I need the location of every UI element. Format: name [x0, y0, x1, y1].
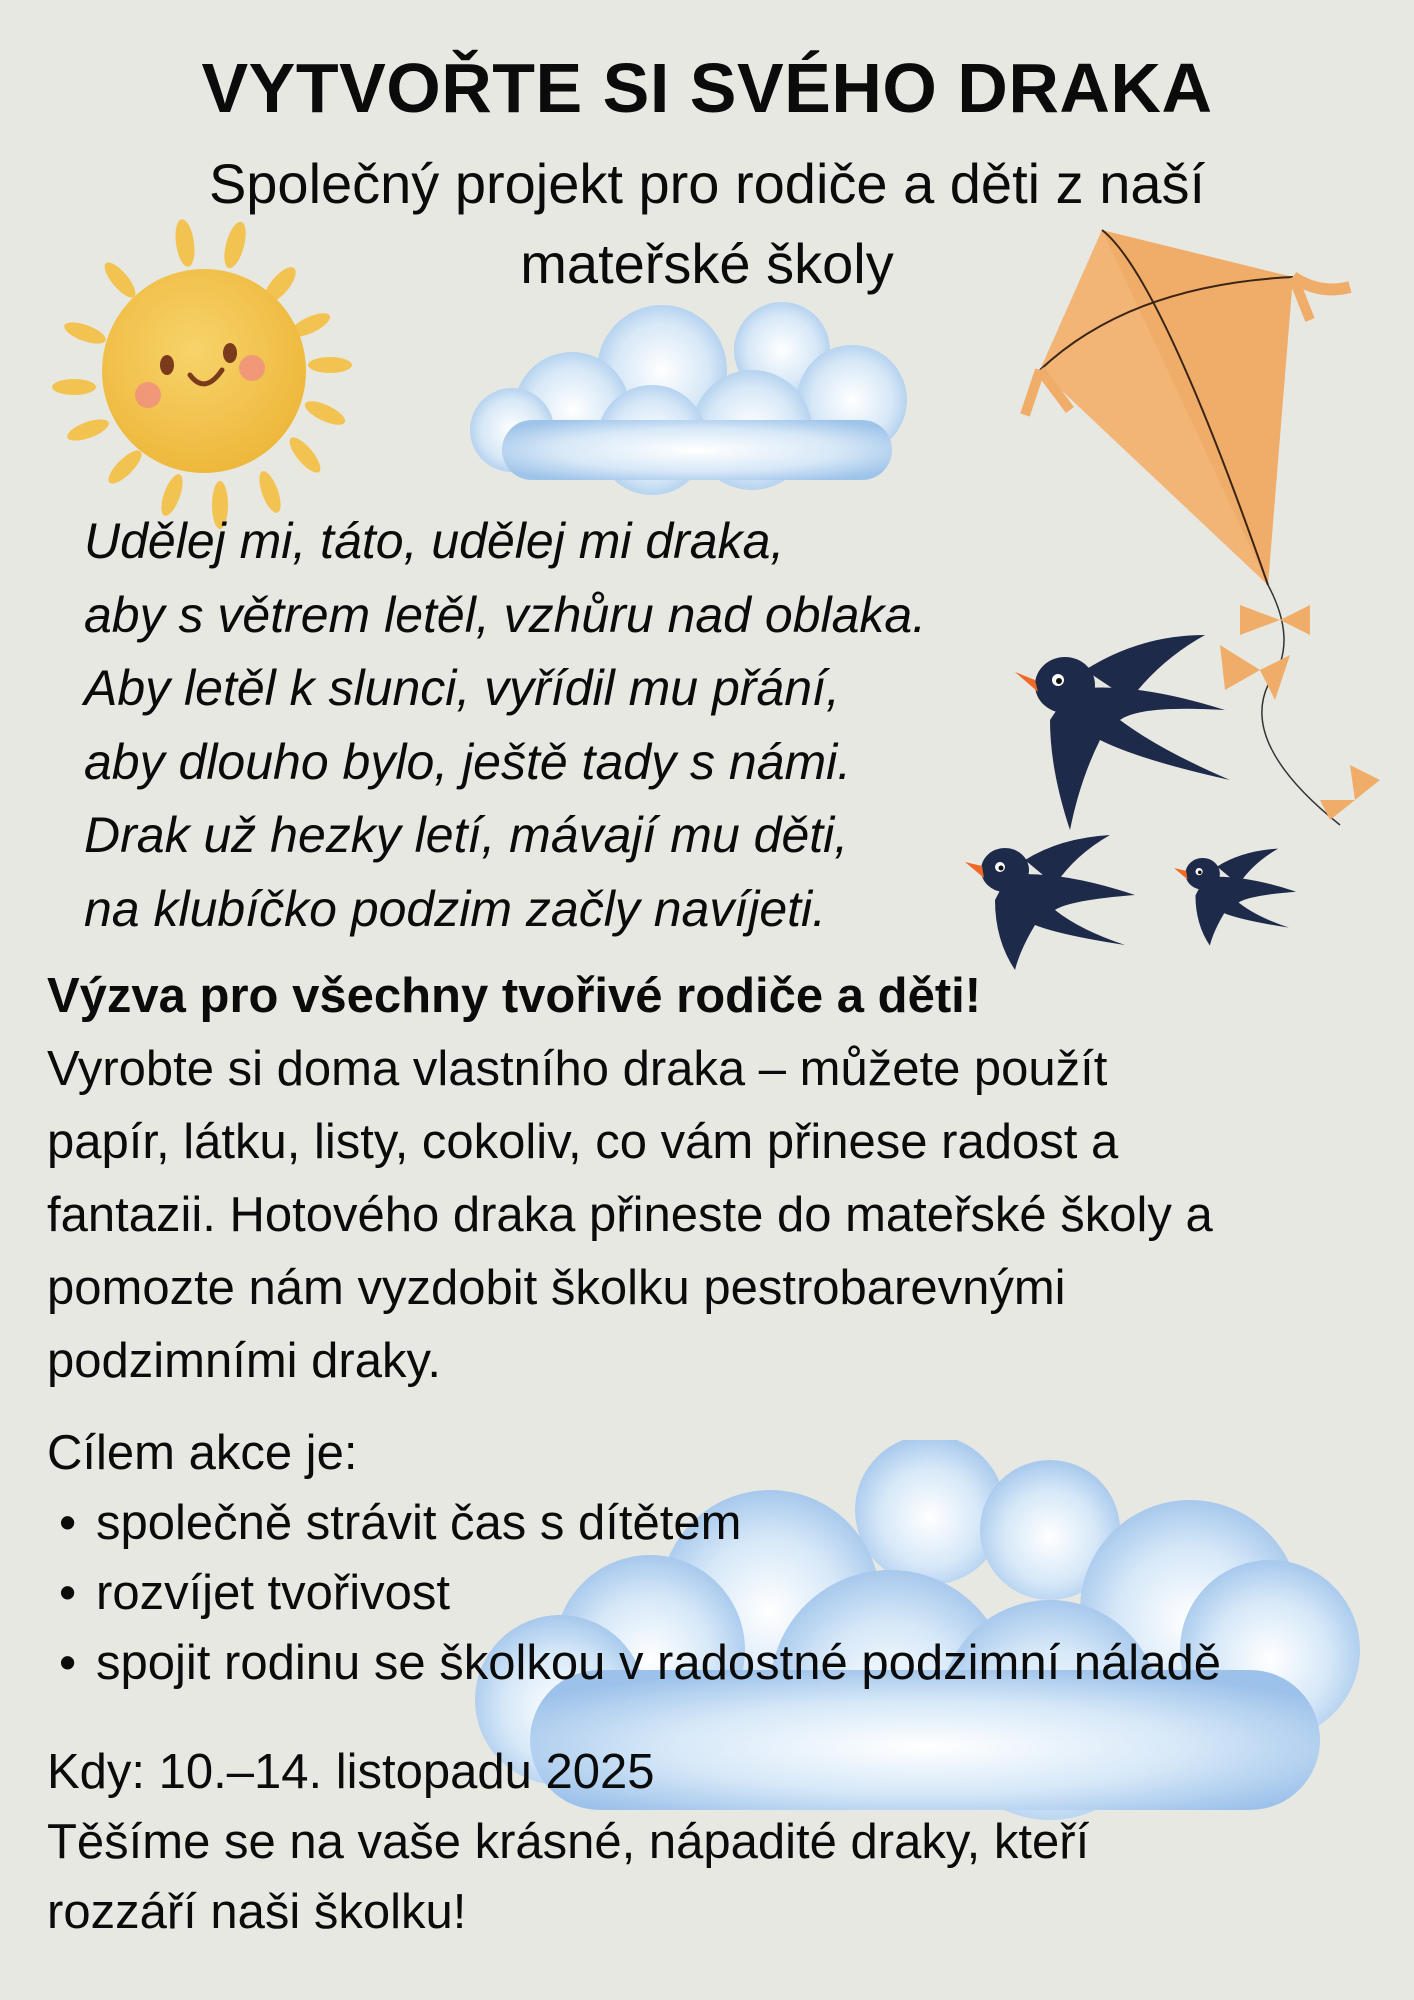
page-title: VYTVOŘTE SI SVÉHO DRAKA	[201, 49, 1213, 127]
event-date: Kdy: 10.–14. listopadu 2025	[47, 1745, 655, 1799]
closing-line: Těšíme se na vaše krásné, nápadité draky, kteří	[47, 1815, 1090, 1869]
bullet-icon: •	[59, 1496, 77, 1550]
swallow-icon	[1010, 630, 1250, 830]
poem-line: na klubíčko podzim začly navíjeti.	[84, 880, 827, 937]
challenge-line: papír, látku, listy, cokoliv, co vám přinese radost a	[47, 1115, 1119, 1169]
subtitle-line-2: mateřské školy	[520, 232, 894, 295]
goals-section	[47, 1418, 1221, 1698]
poem-line: aby dlouho bylo, ještě tady s námi.	[84, 733, 852, 790]
challenge-section	[47, 960, 1397, 1398]
poem-line: aby s větrem letěl, vzhůru nad oblaka.	[84, 586, 927, 643]
challenge-line: Vyrobte si doma vlastního draka – můžete použít	[47, 1042, 1108, 1096]
challenge-line: podzimními draky.	[47, 1334, 441, 1388]
goals-list	[47, 1488, 1221, 1698]
challenge-heading: Výzva pro všechny tvořivé rodiče a děti!	[47, 969, 982, 1023]
bullet-icon: •	[59, 1566, 77, 1620]
poem-line: Udělej mi, táto, udělej mi draka,	[84, 513, 785, 569]
poem	[84, 505, 926, 946]
swallow-icon	[1170, 845, 1300, 960]
goals-heading: Cílem akce je:	[47, 1426, 358, 1480]
list-item: • společně strávit čas s dítětem	[47, 1488, 1221, 1558]
cloud-top-icon	[462, 290, 922, 495]
closing-line: rozzáří naši školku!	[47, 1885, 467, 1939]
list-item: • spojit rodinu se školkou v radostné podzimní náladě	[47, 1628, 1221, 1698]
footer-section	[47, 1737, 1089, 1947]
poem-line: Drak už hezky letí, mávají mu děti,	[84, 807, 849, 863]
subtitle-line-1: Společný projekt pro rodiče a děti z naší	[208, 152, 1206, 215]
poem-line: Aby letěl k slunci, vyřídil mu přání,	[84, 660, 840, 716]
list-item: • rozvíjet tvořivost	[47, 1558, 1221, 1628]
sun-icon	[30, 205, 360, 535]
challenge-line: pomozte nám vyzdobit školku pestrobarevnými	[47, 1261, 1066, 1315]
swallow-icon	[960, 830, 1140, 970]
challenge-line: fantazii. Hotového draka přineste do mateřské školy a	[47, 1188, 1213, 1242]
bullet-icon: •	[59, 1636, 77, 1690]
